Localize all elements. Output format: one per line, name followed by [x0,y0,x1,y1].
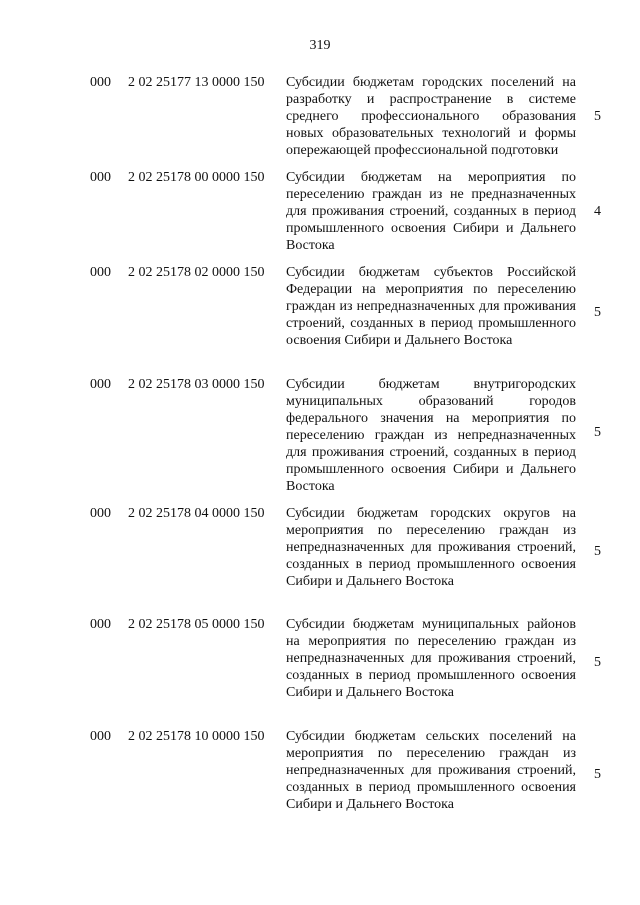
admin-code: 000 [90,265,111,280]
row-value: 4 [594,204,601,219]
budget-classification-code: 2 02 25178 00 0000 150 [128,170,265,185]
row-description: Субсидии бюджетам субъектов Российской Федерации на мероприятия по переселению граждан из непредназначенных для проживания строений, созданных в период промышленного освоения Сибири и Дальнего Востока [286,265,576,348]
budget-classification-code: 2 02 25178 02 0000 150 [128,265,265,280]
admin-code: 000 [90,170,111,185]
admin-code: 000 [90,729,111,744]
row-description: Субсидии бюджетам внутригородских муниципальных образований городов федерального значения на мероприятия по переселению граждан из непредназначенных для проживания строений, созданных в период промышленного освоения Сибири и Дальнего Востока [286,377,576,494]
admin-code: 000 [90,617,111,632]
row-description: Субсидии бюджетам сельских поселений на мероприятия по переселению граждан из непредназначенных для проживания строений, созданных в период промышленного освоения Сибири и Дальнего Востока [286,729,576,812]
budget-classification-code: 2 02 25178 04 0000 150 [128,506,265,521]
row-value: 5 [594,305,601,320]
budget-classification-code: 2 02 25178 05 0000 150 [128,617,265,632]
row-value: 5 [594,767,601,782]
page-number: 319 [309,38,331,53]
row-value: 5 [594,425,601,440]
row-value: 5 [594,109,601,124]
row-description: Субсидии бюджетам городских поселений на разработку и распространение в системе среднего профессионального образования новых образовательных технологий и формы опережающей профессиональной подготовки [286,75,576,158]
budget-classification-code: 2 02 25178 03 0000 150 [128,377,265,392]
row-description: Субсидии бюджетам на мероприятия по переселению граждан из не предназначенных для проживания строений, созданных в период промышленного освоения Сибири и Дальнего Востока [286,170,576,253]
admin-code: 000 [90,75,111,90]
budget-classification-code: 2 02 25178 10 0000 150 [128,729,265,744]
admin-code: 000 [90,377,111,392]
row-description: Субсидии бюджетам муниципальных районов на мероприятия по переселению граждан из непредназначенных для проживания строений, созданных в период промышленного освоения Сибири и Дальнего Востока [286,617,576,700]
admin-code: 000 [90,506,111,521]
row-description: Субсидии бюджетам городских округов на мероприятия по переселению граждан из непредназначенных для проживания строений, созданных в период промышленного освоения Сибири и Дальнего Востока [286,506,576,589]
row-value: 5 [594,544,601,559]
row-value: 5 [594,655,601,670]
budget-classification-code: 2 02 25177 13 0000 150 [128,75,265,90]
